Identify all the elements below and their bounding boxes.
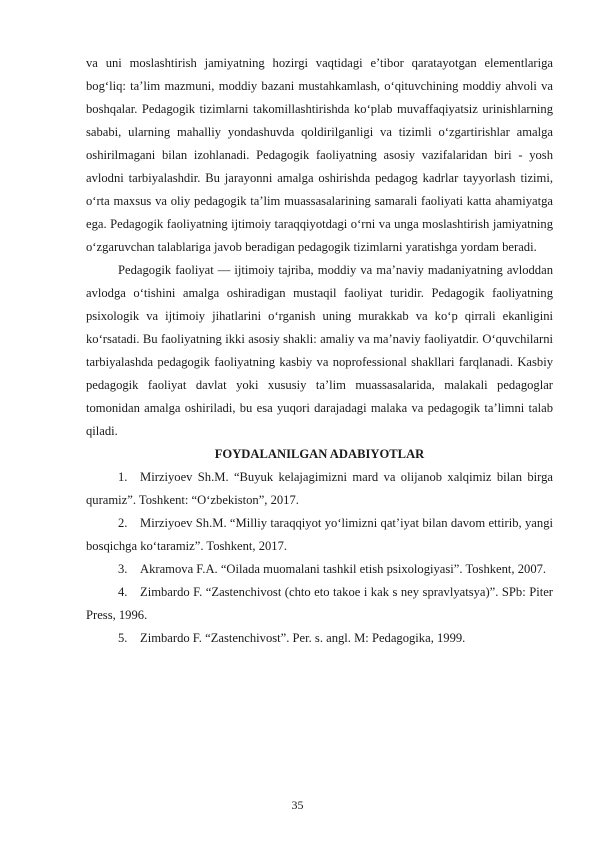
reference-number: 4.	[118, 585, 128, 599]
reference-number: 5.	[118, 631, 128, 645]
reference-item	[86, 512, 553, 558]
reference-number: 1.	[118, 470, 128, 484]
reference-text: Mirziyoev Sh.M. “Milliy taraqqiyot yo‘limizni qat’iyat bilan davom ettirib, yangi bosqichga ko‘taramiz”. Toshkent, 2017.	[86, 516, 553, 553]
reference-item	[86, 466, 553, 512]
reference-text: Zimbardo F. “Zastenchivost”. Per. s. angl. M: Pedagogika, 1999.	[140, 631, 466, 645]
reference-number: 2.	[118, 516, 128, 530]
page-number: 35	[291, 798, 304, 812]
references-heading: FOYDALANILGAN ADABIYOTLAR	[214, 447, 425, 461]
paragraph-1: va uni moslashtirish jamiyatning hozirgi vaqtidagi e’tibor qaratayotgan elementlariga bog‘liq: ta’lim mazmuni, moddiy bazani mustahkamlash, o‘qituvchining moddiy ahvoli va boshqalar. Pedagogik tizimlarni takomillashtirishda ko‘plab muvaffaqiyatsiz urinishlarning sababi, ularning mahalliy yondashuvda qoldirilganligi va tizimli o‘zgartirishlar amalga oshirilmagani bilan izohlanadi. Pedagogik faoliyatning asosiy vazifalaridan biri - yosh avlodni tarbiyalashdir. Bu jarayonni amalga oshirishda pedagog kadrlar tayyorlash tizimi, o‘rta maxsus va oliy pedagogik ta’lim muassasalarining samarali faoliyati katta ahamiyatga ega. Pedagogik faoliyatning ijtimoiy taraqqiyotdagi o‘rni va unga moslashtirish jamiyatning o‘zgaruvchan talablariga javob beradigan pedagogik tizimlarni yaratishga yordam beradi.	[86, 56, 553, 254]
reference-text: Zimbardo F. “Zastenchivost (chto eto takoe i kak s ney spravlyatsya)”. SPb: Piter Press, 1996.	[86, 585, 553, 622]
reference-item	[86, 581, 553, 627]
page-body	[86, 52, 553, 650]
reference-number: 3.	[118, 562, 128, 576]
paragraph-2: Pedagogik faoliyat — ijtimoiy tajriba, moddiy va ma’naviy madaniyatning avloddan avlodga o‘tishini amalga oshiradigan mustaqil faoliyat turidir. Pedagogik faoliyatning psixologik va ijtimoiy jihatlarini o‘rganish uning murakkab va ko‘p qirrali ekanligini ko‘rsatadi. Bu faoliyatning ikki asosiy shakli: amaliy va ma’naviy faoliyatdir. O‘quvchilarni tarbiyalashda pedagogik faoliyatning kasbiy va noprofessional shakllari farqlanadi. Kasbiy pedagogik faoliyat davlat yoki xususiy ta’lim muassasalarida, malakali pedagoglar tomonidan amalga oshiriladi, bu esa yuqori darajadagi malaka va pedagogik ta’limni talab qiladi.	[86, 263, 553, 438]
reference-text: Akramova F.A. “Oilada muomalani tashkil etish psixologiyasi”. Toshkent, 2007.	[140, 562, 547, 576]
reference-text: Mirziyoev Sh.M. “Buyuk kelajagimizni mard va olijanob xalqimiz bilan birga quramiz”. Toshkent: “O‘zbekiston”, 2017.	[86, 470, 553, 507]
references-list	[86, 466, 553, 650]
reference-item	[86, 558, 553, 581]
reference-item	[86, 627, 553, 650]
